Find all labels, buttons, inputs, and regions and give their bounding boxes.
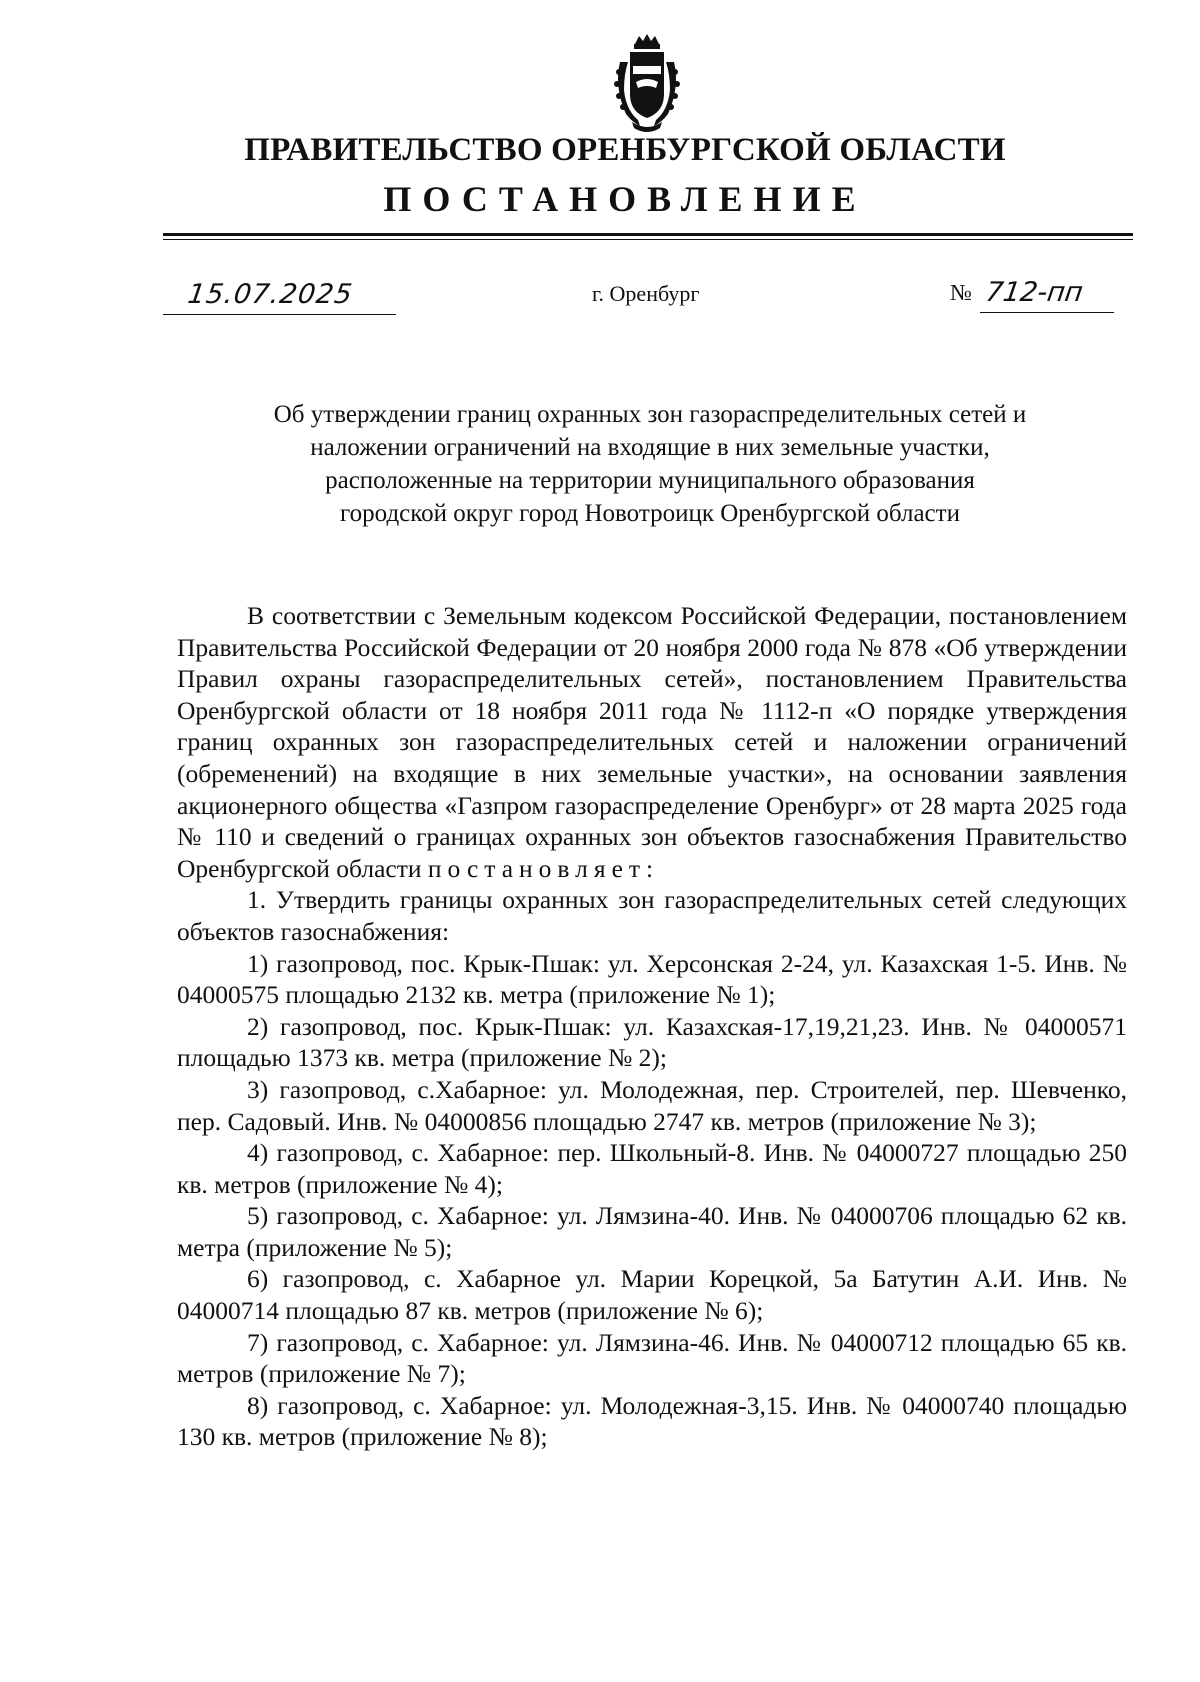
preamble-text: В соответствии с Земельным кодексом Российской Федерации, постановлением Правительства Российской Федерации от 20 ноября 2000 года № 878 «Об утверждении Правил охраны газораспределительных сетей», постановлением Правительства Оренбургской области от 18 ноября 2011 года № 1112-п «О порядке утверждения границ охранных зон газораспределительных сетей и наложении ограничений (обременений) на входящие в них земельные участки», на основании заявления акционерного общества «Газпром газораспределение Оренбург» от 28 марта 2025 года № 110 и сведений о границах охранных зон объектов газоснабжения Правительство Оренбургской области — [177, 601, 1127, 883]
subitem-3: 3) газопровод, с.Хабарное: ул. Молодежная, пер. Строителей, пер. Шевченко, пер. Садовый. Инв. № 04000856 площадью 2747 кв. метров (приложение № 3); — [177, 1074, 1127, 1136]
subject-line: расположенные на территории муниципального образования — [325, 467, 975, 494]
document-city: г. Оренбург — [592, 281, 700, 306]
resolves-word: постановляет: — [427, 853, 660, 883]
coat-of-arms-emblem — [610, 32, 684, 132]
subitem-6: 6) газопровод, с. Хабарное ул. Марии Корецкой, 5а Батутин А.И. Инв. № 04000714 площадью 87 кв. метров (приложение № 6); — [177, 1264, 1127, 1326]
item-1: 1. Утвердить границы охранных зон газораспределительных сетей следующих объектов газоснабжения: — [177, 885, 1127, 946]
document-type-title: ПОСТАНОВЛЕНИЕ — [383, 179, 867, 219]
subject-line: Об утверждении границ охранных зон газораспределительных сетей и — [273, 401, 1027, 428]
number-underline — [980, 312, 1114, 313]
document-date: 15.07.2025 — [185, 279, 355, 310]
subitem-8: 8) газопровод, с. Хабарное: ул. Молодежная-3,15. Инв. № 04000740 площадью 130 кв. метров (приложение № 8); — [177, 1390, 1127, 1452]
number-label: № — [950, 280, 972, 305]
header-divider-thin — [163, 239, 1133, 240]
date-underline — [163, 312, 396, 315]
subject-line: наложении ограничений на входящие в них земельные участки, — [310, 434, 990, 461]
document-subject — [190, 398, 1110, 530]
government-title: ПРАВИТЕЛЬСТВО ОРЕНБУРГСКОЙ ОБЛАСТИ — [244, 132, 1006, 168]
subitem-4: 4) газопровод, с. Хабарное: пер. Школьный-8. Инв. № 04000727 площадью 250 кв. метров (приложение № 4); — [177, 1138, 1127, 1199]
preamble-paragraph — [177, 600, 1127, 884]
document-body — [177, 600, 1127, 1453]
header-divider-thick — [163, 233, 1133, 236]
subitem-5: 5) газопровод, с. Хабарное: ул. Лямзина-40. Инв. № 04000706 площадью 62 кв. метра (приложение № 5); — [177, 1201, 1127, 1262]
subitem-7: 7) газопровод, с. Хабарное: ул. Лямзина-46. Инв. № 04000712 площадью 65 кв. метров (приложение № 7); — [177, 1327, 1127, 1389]
subject-line: городской округ город Новотроицк Оренбургской области — [340, 500, 960, 527]
subitem-1: 1) газопровод, пос. Крык-Пшак: ул. Херсонская 2-24, ул. Казахская 1-5. Инв. № 04000575 площадью 2132 кв. метра (приложение № 1); — [177, 948, 1127, 1010]
subitem-2: 2) газопровод, пос. Крык-Пшак: ул. Казахская-17,19,21,23. Инв. № 04000571 площадью 1373 кв. метра (приложение № 2); — [177, 1011, 1127, 1073]
document-number: 712-пп — [983, 277, 1085, 308]
